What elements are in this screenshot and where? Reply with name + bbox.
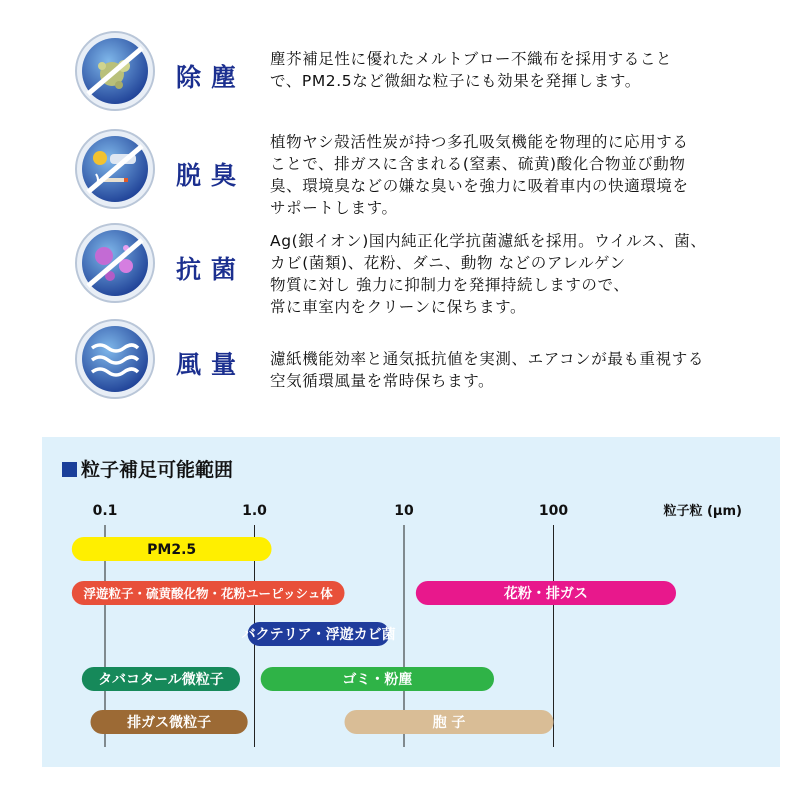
feature-description: 塵芥補足性に優れたメルトブロー不織布を採用すること で、PM2.5など微細な粒子にも効果を発揮します。 [270,50,673,90]
range-bar-label: タバコタール微粒子 [98,672,224,688]
feature-title: 脱臭 [176,161,247,190]
feature-title: 抗菌 [176,255,247,284]
unit-label: 粒子粒 (μm) [663,504,742,519]
feature-title: 除塵 [176,63,247,92]
range-bar-label: 排ガス微粒子 [127,715,212,731]
range-bar-label: PM2.5 [147,542,197,558]
feature-description: Ag(銀イオン)国内純正化学抗菌濾紙を採用。ウイルス、菌、 カビ(菌類)、花粉、ダニ、動物 などのアレルゲン 物質に対し 強力に抑制力を発揮持続しますので、 常に車室内をクリーンに保ちます。 [270,232,707,316]
feature-description: 濾紙機能効率と通気抵抗値を実測、エアコンが最も重視する 空気循環風量を常時保ちます。 [270,350,704,390]
feature-description: 植物ヤシ殻活性炭が持つ多孔吸気機能を物理的に応用する ことで、排ガスに含まれる(窒素、硫黄)酸化合物並び動物 臭、環境臭などの嫌な臭いを強力に吸着車内の快適環境を サポートします。 [270,133,689,217]
antibacterial-icon [74,222,156,304]
chart-title: 粒子補足可能範囲 [62,455,233,482]
range-bar-label: バクテリア・浮遊カビ菌 [241,627,396,643]
particle-range-chart [42,437,780,767]
range-bar-label: 花粉・排ガス [503,586,588,602]
range-bar-label: 胞 子 [432,715,466,731]
tick-label: 0.1 [92,503,118,519]
tick-label: 100 [538,503,569,519]
range-bar-label: ゴミ・粉塵 [342,672,413,688]
dust-removal-icon [74,30,156,112]
airflow-icon [74,318,156,400]
range-bar-label: 浮遊粒子・硫黄酸化物・花粉ユーピッシュ体 [83,586,333,601]
feature-title: 風量 [176,350,247,379]
range-chart-svg [42,437,780,767]
tick-label: 10 [394,503,414,519]
tick-label: 1.0 [242,503,267,519]
deodorize-icon [74,128,156,210]
